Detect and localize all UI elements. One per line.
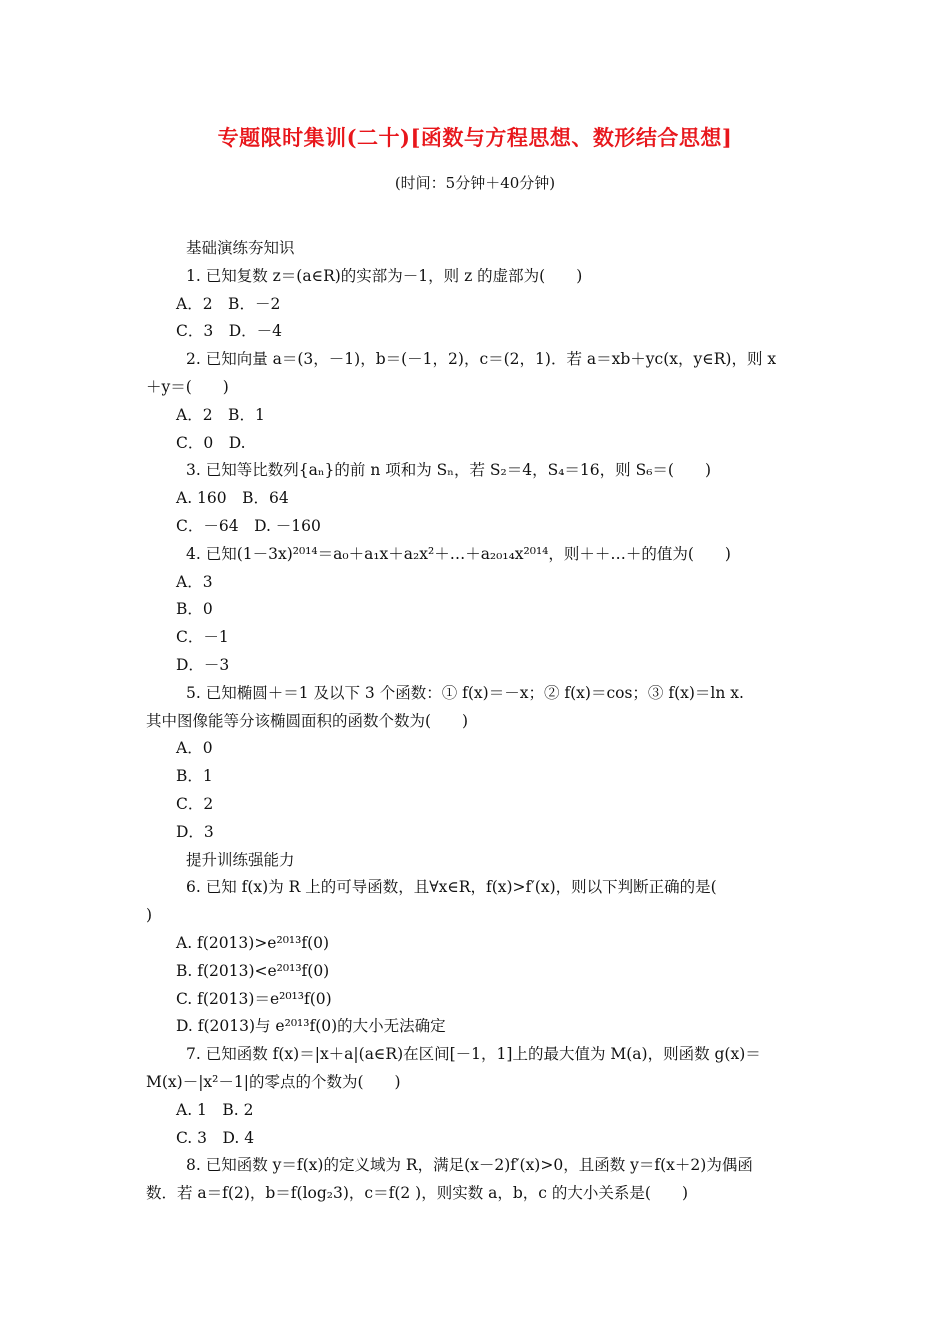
- option-line: C．3 D．－4: [176, 322, 283, 341]
- option-line: C. 3 D. 4: [176, 1128, 255, 1147]
- time-limit: (时间：5分钟＋40分钟): [394, 174, 556, 192]
- option-line: D．3: [176, 822, 214, 841]
- option-line: D. f(2013)与 e²⁰¹³f(0)的大小无法确定: [176, 1017, 446, 1036]
- option-line: A. 160 B．64: [176, 489, 289, 508]
- question-2: 2. 已知向量 a＝(3，－1)，b＝(－1，2)，c＝(2，1)．若 a＝xb＋yc(x，y∈R)，则 x: [186, 350, 777, 369]
- option-line: C. f(2013)＝e²⁰¹³f(0): [176, 989, 332, 1008]
- question-continuation: ): [146, 906, 153, 925]
- option-line: A. 1 B. 2: [176, 1100, 254, 1119]
- question-continuation: 数．若 a＝f(2)，b＝f(log₂3)，c＝f(2 )，则实数 a，b，c 的大小关系是( ): [146, 1184, 688, 1203]
- option-line: B．0: [176, 600, 213, 619]
- section-heading: 提升训练强能力: [186, 850, 295, 869]
- question-5: 5. 已知椭圆＋＝1 及以下 3 个函数：① f(x)＝－x；② f(x)＝cos；③ f(x)＝ln x.: [186, 683, 744, 702]
- question-1: 1. 已知复数 z＝(a∈R)的实部为－1，则 z 的虚部为( ): [186, 266, 583, 285]
- option-line: C．2: [176, 794, 214, 813]
- option-line: A. f(2013)>e²⁰¹³f(0): [176, 933, 330, 952]
- option-line: C．－64 D. －160: [176, 516, 321, 535]
- section-heading: 基础演练夯知识: [186, 239, 295, 257]
- question-continuation: M(x)－|x²－1|的零点的个数为( ): [146, 1072, 401, 1091]
- question-list: [146, 235, 808, 1208]
- question-4: 4. 已知(1－3x)²⁰¹⁴＝a₀＋a₁x＋a₂x²＋…＋a₂₀₁₄x²⁰¹⁴，则＋＋…＋的值为( ): [186, 544, 731, 563]
- option-line: A．2 B．－2: [176, 294, 281, 313]
- option-line: A．0: [176, 739, 213, 758]
- option-line: A．3: [176, 572, 213, 591]
- question-7: 7. 已知函数 f(x)＝|x＋a|(a∈R)在区间[－1，1]上的最大值为 M(a)，则函数 g(x)＝: [186, 1045, 761, 1064]
- question-continuation: ＋y＝( ): [146, 377, 229, 396]
- option-line: D．－3: [176, 655, 230, 674]
- option-line: A．2 B．1: [176, 405, 265, 424]
- option-line: B．1: [176, 767, 213, 786]
- question-3: 3. 已知等比数列{aₙ}的前 n 项和为 Sₙ，若 S₂＝4，S₄＝16，则 S₆＝( ): [186, 461, 712, 480]
- option-line: B. f(2013)<e²⁰¹³f(0): [176, 961, 330, 980]
- question-8: 8. 已知函数 y＝f(x)的定义域为 R，满足(x－2)f′(x)>0，且函数 y＝f(x＋2)为偶函: [186, 1156, 753, 1175]
- question-continuation: 其中图像能等分该椭圆面积的函数个数为( ): [146, 711, 469, 730]
- page-title: 专题限时集训(二十)[函数与方程思想、数形结合思想]: [217, 125, 733, 150]
- option-line: C．－1: [176, 628, 229, 647]
- question-6: 6. 已知 f(x)为 R 上的可导函数，且∀x∈R，f(x)>f′(x)，则以下判断正确的是(: [186, 878, 717, 897]
- option-line: C．0 D.: [176, 433, 246, 452]
